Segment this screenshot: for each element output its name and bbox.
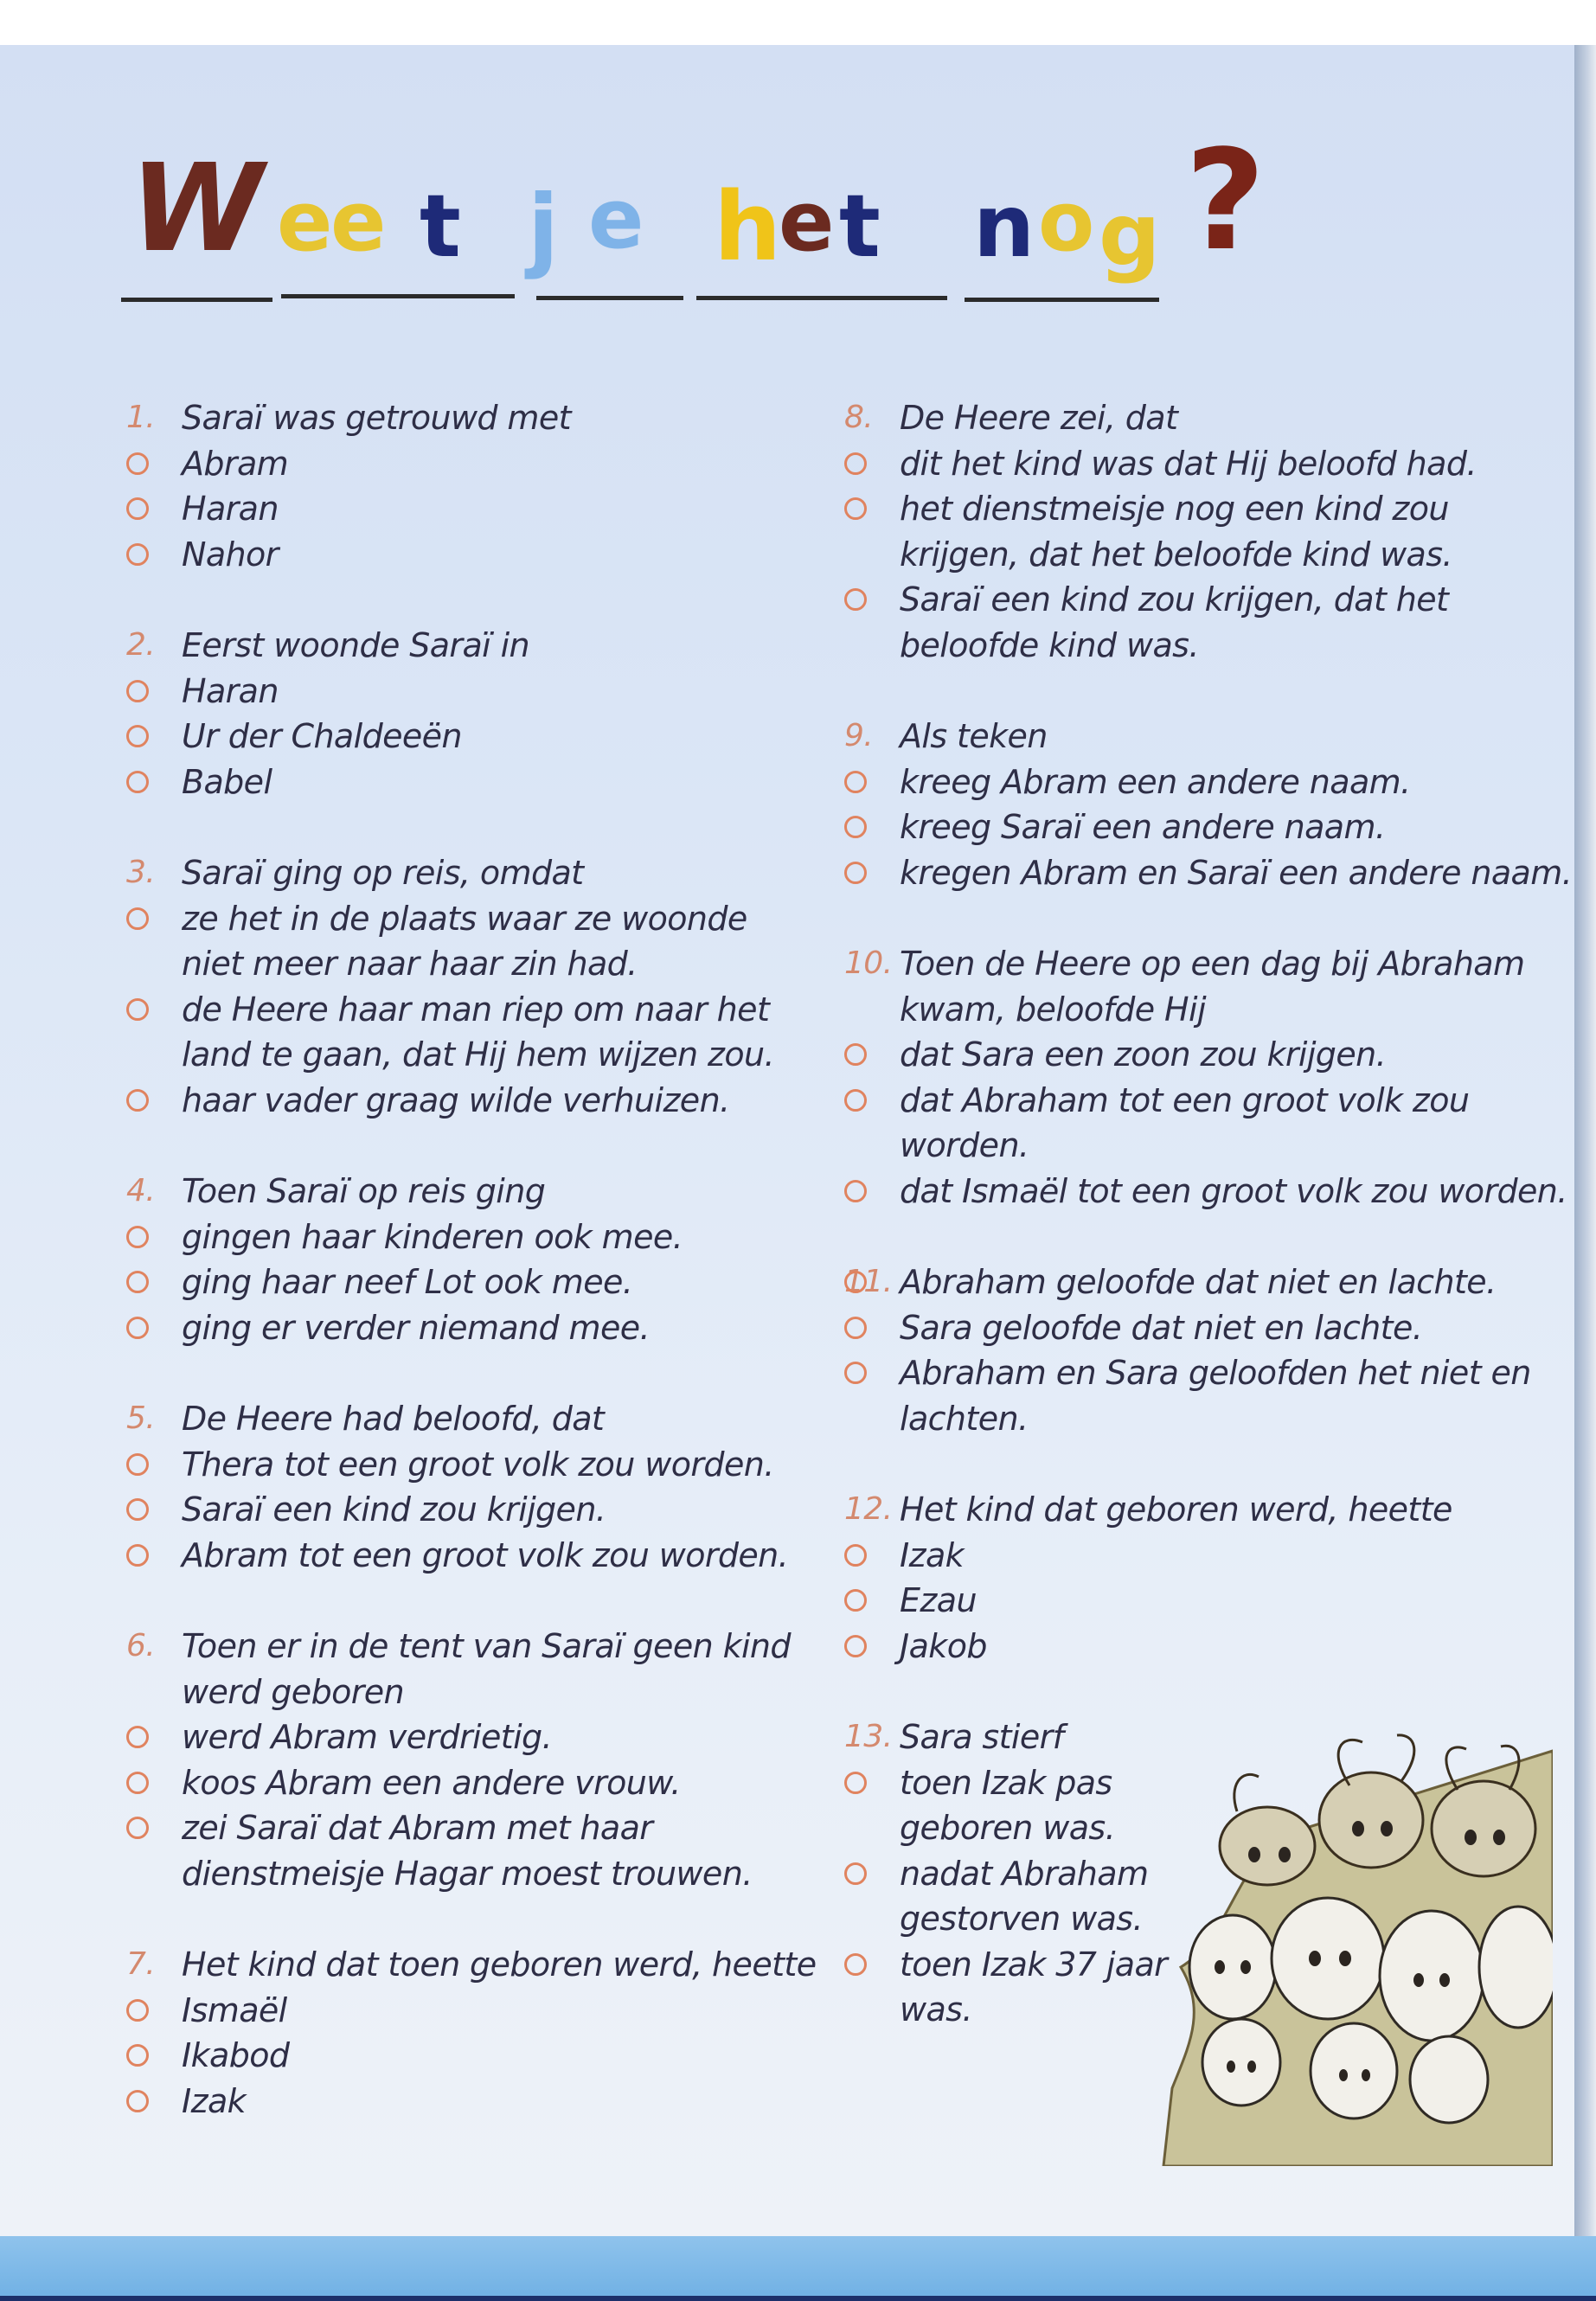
answer-option-text: haar vader graag wilde verhuizen. [182, 1080, 730, 1119]
title-letter: t [839, 176, 881, 277]
answer-option-text: Izak [182, 2081, 247, 2120]
question-number: 1. [126, 400, 156, 435]
answer-option-text: Saraï een kind zou krijgen. [182, 1490, 606, 1529]
question-text-line: De Heere zei, dat [900, 399, 1178, 437]
title-underline [965, 298, 1159, 302]
answer-option [121, 941, 830, 987]
answer-circle-icon[interactable] [126, 1226, 149, 1248]
answer-option-text: niet meer naar haar zin had. [182, 945, 638, 983]
answer-option-text: ging er verder niemand mee. [182, 1308, 650, 1347]
answer-option[interactable] [839, 577, 1557, 623]
question-text [121, 623, 830, 669]
question-text [839, 714, 1557, 760]
answer-circle-icon[interactable] [844, 1271, 867, 1293]
answer-circle-icon[interactable] [844, 497, 867, 520]
answer-circle-icon[interactable] [126, 680, 149, 702]
question-text-line: Het kind dat geboren werd, heette [900, 1490, 1452, 1529]
title-letter: h [714, 171, 782, 282]
answer-circle-icon[interactable] [126, 771, 149, 793]
answer-option-text: ze het in de plaats waar ze woonde [182, 899, 747, 938]
question-text-line: De Heere had beloofd, dat [182, 1400, 605, 1438]
title-letter: o [1038, 175, 1095, 270]
answer-option[interactable] [839, 441, 1557, 487]
title-letter: e [779, 175, 835, 270]
answer-option-text: kreeg Saraï een andere naam. [900, 808, 1386, 846]
answer-option-text: Haran [182, 490, 279, 528]
answer-option-text: dat Sara een zoon zou krijgen. [900, 1035, 1387, 1074]
answer-option-text: land te gaan, dat Hij hem wijzen zou. [182, 1035, 774, 1074]
answer-option [839, 532, 1557, 578]
answer-option-text: Ismaël [182, 1990, 287, 2029]
answer-circle-icon[interactable] [126, 1726, 149, 1748]
answer-circle-icon[interactable] [126, 452, 149, 475]
title-underline [536, 296, 683, 300]
answer-option[interactable] [839, 850, 1573, 896]
page-edge [1574, 45, 1596, 2253]
question-text-line: Als teken [900, 717, 1048, 755]
answer-option-text: gestorven was. [900, 1900, 1143, 1938]
answer-option[interactable] [839, 1624, 1557, 1670]
answer-circle-icon[interactable] [844, 1089, 867, 1112]
question-number: 3. [126, 855, 156, 890]
title-letter: t [420, 176, 461, 277]
question-block [121, 1624, 830, 1896]
question-text-line: Eerst woonde Saraï in [182, 626, 530, 664]
question-text-line: Saraï ging op reis, omdat [182, 854, 584, 892]
question-text-line: Toen de Heere op een dag bij Abraham [900, 945, 1525, 983]
answer-circle-icon[interactable] [126, 1271, 149, 1293]
answer-option-text: dat Ismaël tot een groot volk zou worden. [900, 1171, 1567, 1210]
question-text-line: Saraï was getrouwd met [182, 399, 571, 437]
worksheet-page [0, 45, 1574, 2253]
answer-circle-icon[interactable] [126, 1817, 149, 1839]
answer-option-text: Abraham geloofde dat niet en lachte. [900, 1263, 1497, 1301]
question-text [839, 987, 1557, 1033]
answer-option[interactable] [121, 1215, 830, 1260]
answer-option-text: Saraï een kind zou krijgen, dat het [900, 580, 1449, 619]
answer-option[interactable] [121, 1715, 830, 1760]
answer-option[interactable] [839, 804, 1557, 850]
question-text [121, 395, 830, 441]
answer-option[interactable] [121, 441, 830, 487]
answer-option[interactable] [121, 1988, 830, 2034]
answer-option-text: kreeg Abram een andere naam. [900, 762, 1411, 801]
answer-option[interactable] [121, 760, 830, 805]
answer-option-text: Haran [182, 671, 279, 710]
title-letter: W [130, 138, 264, 279]
answer-option-text: Ezau [900, 1581, 977, 1619]
question-text [121, 1396, 830, 1442]
answer-circle-icon[interactable] [844, 1544, 867, 1567]
answer-circle-icon[interactable] [126, 725, 149, 747]
answer-circle-icon[interactable] [844, 1589, 867, 1612]
answer-option[interactable] [839, 1078, 1557, 1124]
answer-option [839, 623, 1557, 669]
answer-option-text: beloofde kind was. [900, 625, 1199, 664]
answer-option[interactable] [121, 669, 830, 715]
answer-option-text: dit het kind was dat Hij beloofd had. [900, 444, 1477, 483]
answer-option[interactable] [121, 1259, 830, 1305]
answer-option[interactable] [121, 1805, 830, 1851]
answer-circle-icon[interactable] [126, 1317, 149, 1339]
answer-option[interactable] [121, 1442, 830, 1488]
answer-option-text: dat Abraham tot een groot volk zou [900, 1080, 1470, 1119]
question-block [121, 395, 830, 577]
answer-option-text: toen Izak pas [900, 1763, 1112, 1802]
question-text [839, 941, 1557, 987]
answer-option[interactable] [839, 1032, 1557, 1078]
answer-circle-icon[interactable] [844, 1180, 867, 1202]
question-number: 7. [126, 1946, 156, 1982]
page-title [121, 114, 1332, 322]
answer-option-text: Abram [182, 444, 289, 483]
question-text [121, 1670, 830, 1715]
answer-option[interactable] [121, 896, 830, 942]
answer-option[interactable] [839, 1578, 1557, 1624]
title-underline [696, 296, 947, 300]
answer-circle-icon[interactable] [844, 1317, 867, 1339]
answer-option[interactable] [121, 1305, 830, 1351]
answer-option-text: ging haar neef Lot ook mee. [182, 1263, 633, 1301]
answer-option-text: Sara geloofde dat niet en lachte. [900, 1308, 1423, 1347]
answer-circle-icon[interactable] [844, 771, 867, 793]
answer-circle-icon[interactable] [126, 2090, 149, 2112]
answer-option-text: Izak [900, 1535, 965, 1574]
answer-option[interactable] [839, 760, 1557, 805]
answer-option-text: het dienstmeisje nog een kind zou [900, 490, 1449, 528]
answer-circle-icon[interactable] [844, 862, 867, 884]
answer-circle-icon[interactable] [844, 1362, 867, 1384]
question-block [121, 1942, 830, 2124]
answer-option-text: Abraham en Sara geloofden het niet en [900, 1354, 1531, 1392]
answer-circle-icon[interactable] [844, 1043, 867, 1066]
question-text-line: Toen er in de tent van Saraï geen kind [182, 1627, 791, 1665]
question-block [839, 1487, 1557, 1669]
question-block [121, 1396, 830, 1578]
answer-option[interactable] [121, 714, 830, 760]
answer-option [121, 1032, 830, 1078]
answer-option-text: Abram tot een groot volk zou worden. [182, 1535, 789, 1574]
answer-option[interactable] [121, 1078, 830, 1124]
answer-option[interactable] [121, 2079, 830, 2125]
answer-option-text: zei Saraï dat Abram met haar [182, 1809, 653, 1847]
question-number: 6. [126, 1628, 156, 1663]
answer-option-text: Ur der Chaldeeën [182, 717, 462, 755]
answer-circle-icon[interactable] [126, 1498, 149, 1521]
answer-circle-icon[interactable] [126, 1453, 149, 1476]
question-text [839, 1487, 1557, 1533]
answer-option-text: toen Izak 37 jaar [900, 1945, 1168, 1984]
answer-circle-icon[interactable] [126, 497, 149, 520]
answer-option-text: Ikabod [182, 2036, 290, 2074]
title-letter: e [330, 175, 387, 270]
answer-option-text: werd Abram verdrietig. [182, 1718, 553, 1756]
question-block [121, 850, 830, 1123]
answer-circle-icon[interactable] [844, 816, 867, 838]
question-number: 12. [844, 1491, 893, 1527]
answer-circle-icon[interactable] [844, 588, 867, 611]
answer-circle-icon[interactable] [126, 1544, 149, 1567]
question-block [839, 941, 1567, 1214]
question-number: 4. [126, 1173, 156, 1208]
answer-circle-icon[interactable] [844, 1862, 867, 1885]
answer-option-text: nadat Abraham [900, 1854, 1149, 1893]
answer-option[interactable] [121, 532, 830, 578]
bottom-band [0, 2236, 1596, 2301]
title-underline [121, 298, 272, 302]
bottom-rule [0, 2296, 1596, 2301]
question-text-line: Sara stierf [900, 1718, 1064, 1756]
answer-circle-icon[interactable] [126, 543, 149, 566]
answer-option[interactable] [839, 1350, 1557, 1396]
answer-option-text: koos Abram een andere vrouw. [182, 1763, 681, 1802]
question-block [839, 714, 1573, 895]
question-number: 9. [844, 718, 874, 753]
answer-option-text: Jakob [900, 1626, 987, 1665]
answer-circle-icon[interactable] [844, 1953, 867, 1976]
question-text [121, 1942, 830, 1988]
title-letter: e [588, 172, 644, 267]
answer-circle-icon[interactable] [844, 1635, 867, 1657]
question-block [121, 623, 830, 804]
answer-option[interactable] [121, 1487, 830, 1533]
left-question-column [121, 395, 830, 2170]
livestock-illustration [1155, 1682, 1553, 2166]
answer-option-text: de Heere haar man riep om naar het [182, 990, 770, 1029]
answer-option-text: Nahor [182, 535, 279, 574]
answer-option-text: gingen haar kinderen ook mee. [182, 1217, 683, 1256]
answer-option [839, 1123, 1557, 1169]
answer-option[interactable] [839, 486, 1557, 532]
answer-option[interactable] [121, 486, 830, 532]
question-number: 5. [126, 1400, 156, 1436]
title-underline [281, 294, 515, 298]
question-text-line: Toen Saraï op reis ging [182, 1172, 546, 1210]
question-block [839, 395, 1557, 668]
question-text [121, 1169, 830, 1215]
question-text [839, 395, 1557, 441]
question-block [121, 1169, 830, 1350]
question-number: 2. [126, 627, 156, 663]
answer-circle-icon[interactable] [126, 1089, 149, 1112]
answer-circle-icon[interactable] [126, 2044, 149, 2067]
answer-option-text: geboren was. [900, 1809, 1116, 1847]
title-letter: j [528, 176, 559, 281]
question-number: 13. [844, 1719, 893, 1754]
answer-option[interactable] [121, 987, 830, 1033]
answer-option[interactable] [121, 1760, 830, 1806]
answer-option[interactable] [839, 1259, 1557, 1305]
answer-option-text: worden. [900, 1126, 1029, 1164]
question-number: 8. [844, 400, 874, 435]
answer-option [121, 1851, 830, 1897]
answer-option-text: krijgen, dat het beloofde kind was. [900, 535, 1452, 574]
question-number: 11. [844, 1264, 893, 1299]
answer-option[interactable] [121, 1533, 830, 1579]
answer-option-text: kregen Abram en Saraï een andere naam. [900, 853, 1573, 892]
answer-option-text: lachten. [900, 1399, 1029, 1438]
question-text-line: kwam, beloofde Hij [900, 990, 1206, 1029]
answer-option[interactable] [839, 1533, 1557, 1579]
answer-circle-icon[interactable] [126, 998, 149, 1021]
answer-option[interactable] [839, 1305, 1557, 1351]
answer-option-text: Thera tot een groot volk zou worden. [182, 1445, 774, 1484]
title-letter: ? [1185, 119, 1266, 281]
answer-option[interactable] [121, 2033, 830, 2079]
question-text-line: werd geboren [182, 1672, 405, 1711]
answer-circle-icon[interactable] [126, 1772, 149, 1794]
question-block [839, 1259, 1557, 1441]
title-letter: n [973, 176, 1035, 277]
answer-option[interactable] [839, 1169, 1567, 1215]
title-letter: e [277, 175, 333, 270]
question-text-line: Het kind dat toen geboren werd, heette [182, 1945, 817, 1984]
question-text [121, 850, 830, 896]
answer-option-text: Babel [182, 762, 272, 801]
answer-circle-icon[interactable] [126, 907, 149, 930]
question-text [121, 1624, 830, 1670]
answer-circle-icon[interactable] [844, 452, 867, 475]
question-number: 10. [844, 945, 893, 981]
answer-option-text: dienstmeisje Hagar moest trouwen. [182, 1854, 753, 1893]
answer-circle-icon[interactable] [844, 1772, 867, 1794]
answer-option-text: was. [900, 1990, 972, 2029]
title-letter: g [1099, 184, 1161, 285]
answer-option [839, 1396, 1557, 1442]
answer-circle-icon[interactable] [126, 1999, 149, 2022]
